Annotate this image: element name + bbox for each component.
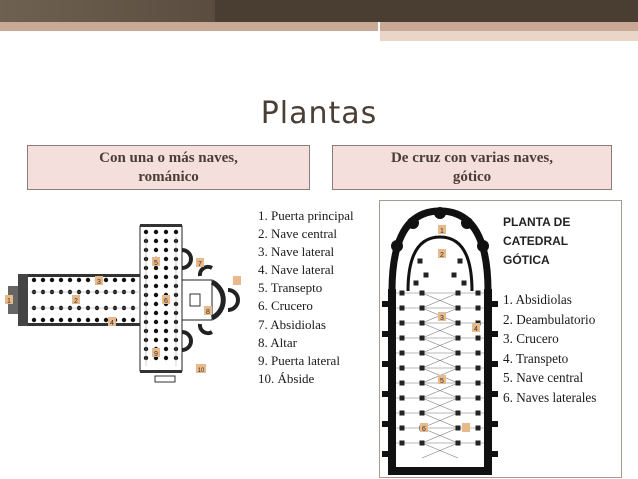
accent-strip	[0, 22, 638, 31]
legend-item: 2. Nave central	[258, 226, 338, 242]
legend-item: 4. Transpeto	[503, 350, 569, 366]
legend-item: 6. Crucero	[258, 298, 313, 314]
gothic-legend	[503, 290, 596, 408]
legend-item: 6. Naves laterales	[503, 389, 597, 405]
caption-gothic-line2: gótico	[452, 168, 492, 185]
apsidiole-east	[228, 290, 238, 310]
legend-item: 9. Puerta lateral	[258, 352, 340, 368]
gothic-marker-1: 1	[440, 228, 444, 235]
entrance-wall	[18, 274, 28, 326]
nave-south-wall	[28, 323, 140, 326]
apsidiole-transept-north	[182, 250, 191, 268]
caption-romanesque-line1: Con una o más naves,	[99, 149, 238, 166]
apsidiole-north	[200, 267, 212, 276]
gothic-marker-2: 2	[440, 252, 444, 259]
gothic-heading	[503, 213, 570, 270]
gothic-heading-line: GÓTICA	[503, 253, 550, 267]
marker-9: 9	[154, 351, 158, 358]
legend-item: 2. Deambulatorio	[503, 311, 596, 327]
west-side-wall	[388, 289, 396, 469]
legend-item: 4. Nave lateral	[258, 262, 335, 278]
legend-item: 1. Absidiolas	[503, 292, 572, 307]
legend-item: 5. Nave central	[503, 370, 584, 386]
caption-gothic-line1: De cruz con varias naves,	[390, 149, 554, 166]
caption-gothic	[332, 145, 612, 190]
apse-wall	[212, 282, 223, 318]
marker-10: 10	[197, 368, 205, 374]
caption-romanesque-line2: románico	[138, 168, 199, 185]
gothic-pillars	[400, 259, 481, 446]
marker-8: 8	[206, 309, 210, 316]
gothic-heading-line: PLANTA DE	[503, 215, 571, 229]
nave-north-wall	[28, 274, 140, 277]
marker-2: 2	[74, 298, 78, 305]
marker-4: 4	[110, 320, 114, 327]
legend-item: 1. Puerta principal	[258, 208, 354, 223]
facade-wall	[388, 467, 492, 475]
marker-7: 7	[198, 261, 202, 268]
gothic-marker-4: 4	[474, 326, 478, 333]
marker-3: 3	[97, 279, 101, 286]
transept-north-wall	[140, 224, 182, 227]
altar	[190, 294, 200, 306]
gothic-plan-panel	[379, 200, 622, 478]
slide-title: Plantas	[260, 96, 378, 131]
gothic-markers	[420, 225, 480, 433]
transept-south-wall	[140, 370, 182, 373]
header-band-highlight	[0, 0, 215, 22]
pillars	[32, 230, 178, 360]
legend-item: 3. Nave lateral	[258, 244, 335, 260]
caption-romanesque	[27, 145, 310, 190]
romanesque-plan-drawing	[0, 206, 258, 389]
east-side-wall	[484, 289, 492, 469]
romanesque-legend	[258, 207, 354, 388]
legend-item: 10. Ábside	[258, 370, 315, 386]
legend-item: 8. Altar	[258, 334, 297, 350]
legend-item: 3. Crucero	[503, 331, 559, 347]
vault-lines	[30, 236, 176, 366]
apsidiole-transept-south	[182, 332, 191, 350]
gothic-marker-6: 6	[422, 426, 426, 433]
header-band	[0, 0, 638, 22]
lateral-door	[155, 376, 175, 382]
legend-item: 5. Transepto	[258, 280, 323, 296]
gothic-marker-3: 3	[440, 315, 444, 322]
apsidiole-south	[200, 324, 212, 333]
gothic-plan-drawing	[380, 201, 500, 478]
marker-5: 5	[154, 260, 158, 267]
marker-1: 1	[7, 298, 11, 305]
gothic-heading-line: CATEDRAL	[503, 234, 569, 248]
accent-strip-secondary	[378, 31, 638, 41]
gothic-marker-5: 5	[440, 378, 444, 385]
accent-divider	[378, 22, 380, 41]
marker-6: 6	[164, 298, 168, 305]
legend-item: 7. Absidiolas	[258, 316, 326, 332]
